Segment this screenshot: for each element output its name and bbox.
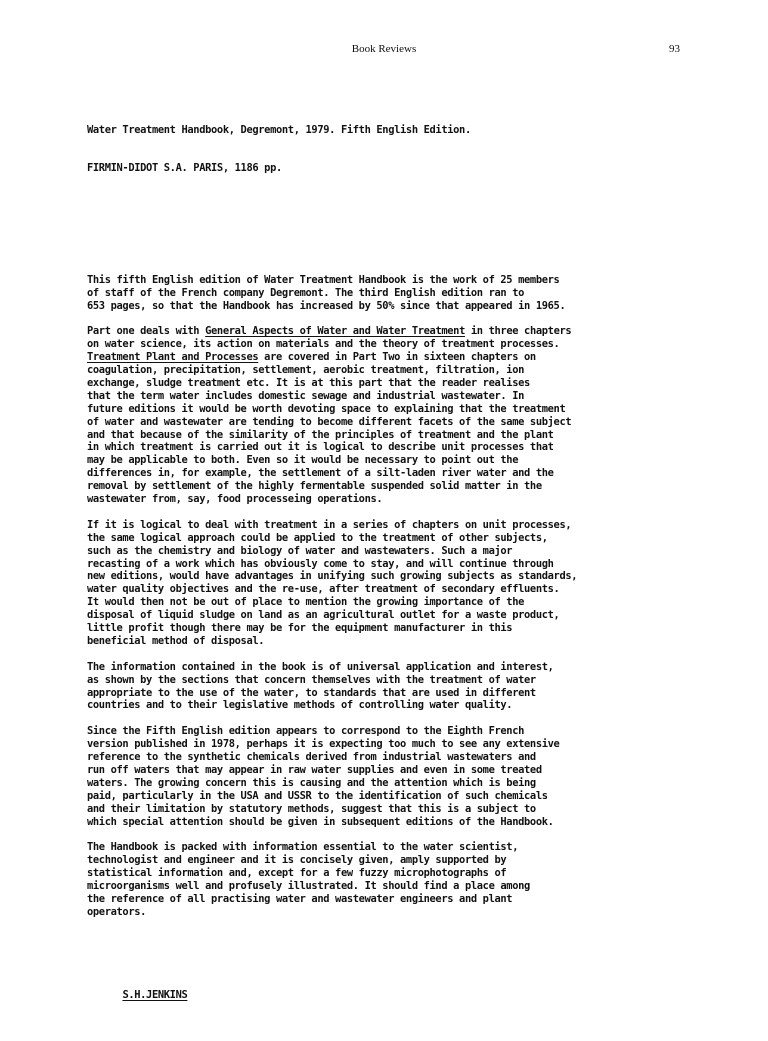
text-line: This fifth English edition of Water Treatment Handbook is the work of 25 members	[87, 273, 560, 286]
reviewer-name: S.H.JENKINS	[122, 989, 188, 1002]
text-line: The information contained in the book is of universal application and interest,	[87, 660, 554, 673]
text-line: future editions it would be worth devoting space to explaining that the treatment	[87, 402, 566, 415]
review-paragraph	[87, 661, 662, 713]
text-line: the same logical approach could be applied to the treatment of other subjects,	[87, 531, 548, 544]
text-line: statistical information and, except for a few fuzzy microphotographs of	[87, 867, 507, 880]
text-line: on water science, its action on materials and the theory of treatment processes.	[87, 338, 560, 351]
text-line: appropriate to the use of the water, to standards that are used in different	[87, 686, 536, 699]
text-line: and that because of the similarity of the principles of treatment and the plant	[87, 428, 554, 441]
text-line: 653 pages, so that the Handbook has increased by 50% since that appeared in 1965.	[87, 299, 566, 312]
text-line: little profit though there may be for the equipment manufacturer in this	[87, 622, 513, 635]
citation-line: FIRMIN-DIDOT S.A. PARIS, 1186 pp.	[87, 162, 282, 175]
text-line: water quality objectives and the re-use, after treatment of secondary effluents.	[87, 583, 560, 596]
text-line: disposal of liquid sludge on land as an agricultural outlet for a waste product,	[87, 609, 560, 622]
review-paragraph	[87, 325, 662, 505]
text-line: waters. The growing concern this is causing and the attention which is being	[87, 776, 536, 789]
review-paragraph	[87, 725, 662, 828]
text-line: If it is logical to deal with treatment in a series of chapters on unit processes,	[87, 518, 572, 531]
citation-line: Water Treatment Handbook, Degremont, 1979. Fifth English Edition.	[87, 123, 471, 136]
text-line: and their limitation by statutory methods, suggest that this is a subject to	[87, 802, 536, 815]
text-line: beneficial method of disposal.	[87, 634, 265, 647]
text-line: differences in, for example, the settlement of a silt-laden river water and the	[87, 467, 554, 480]
book-citation	[87, 98, 662, 201]
text-line: as shown by the sections that concern themselves with the treatment of water	[87, 673, 536, 686]
text-line: new editions, would have advantages in unifying such growing subjects as standards,	[87, 570, 578, 583]
text-line: in which treatment is carried out it is logical to describe unit processes that	[87, 441, 554, 454]
review-paragraphs	[87, 274, 662, 919]
text-line: version published in 1978, perhaps it is expecting too much to see any extensive	[87, 738, 560, 751]
review-paragraph	[87, 519, 662, 648]
text-line: operators.	[87, 905, 147, 918]
text-line: technologist and engineer and it is concisely given, amply supported by	[87, 854, 507, 867]
reviewer-signature	[87, 977, 662, 1016]
text-line: Part one deals with General Aspects of Water and Water Treatment in three chapters	[87, 325, 572, 338]
text-line: countries and to their legislative methods of controlling water quality.	[87, 699, 513, 712]
text-line: which special attention should be given in subsequent editions of the Handbook.	[87, 815, 554, 828]
text-line: may be applicable to both. Even so it would be necessary to point out the	[87, 454, 519, 467]
page-number: 93	[669, 43, 680, 55]
text-line: recasting of a work which has obviously come to stay, and will continue through	[87, 557, 554, 570]
text-line: Since the Fifth English edition appears to correspond to the Eighth French	[87, 725, 525, 738]
text-line: The Handbook is packed with information essential to the water scientist,	[87, 841, 519, 854]
text-line: It would then not be out of place to mention the growing importance of the	[87, 596, 525, 609]
text-line: that the term water includes domestic sewage and industrial wastewater. In	[87, 389, 525, 402]
review-body	[87, 72, 662, 1041]
review-paragraph	[87, 841, 662, 918]
text-line: of staff of the French company Degremont. The third English edition ran to	[87, 286, 525, 299]
text-line: wastewater from, say, food processeing operations.	[87, 493, 383, 505]
text-line: the reference of all practising water and wastewater engineers and plant	[87, 893, 513, 906]
running-title: Book Reviews	[351, 43, 417, 55]
text-line: microorganisms well and profusely illustrated. It should find a place among	[87, 880, 530, 893]
underlined-heading-reference: Treatment Plant and Processes	[87, 351, 259, 364]
underlined-heading-reference: General Aspects of Water and Water Treatment	[205, 325, 465, 338]
text-line: paid, particularly in the USA and USSR to the identification of such chemicals	[87, 789, 548, 802]
text-line: exchange, sludge treatment etc. It is at this part that the reader realises	[87, 376, 530, 389]
review-paragraph	[87, 274, 662, 313]
text-line: coagulation, precipitation, settlement, aerobic treatment, filtration, ion	[87, 364, 525, 377]
text-line: of water and wastewater are tending to become different facets of the same subject	[87, 415, 572, 428]
running-head	[0, 43, 768, 57]
text-line: Treatment Plant and Processes are covered in Part Two in sixteen chapters on	[87, 351, 536, 364]
text-line: reference to the synthetic chemicals derived from industrial wastewaters and	[87, 751, 536, 764]
text-line: removal by settlement of the highly fermentable suspended solid matter in the	[87, 480, 542, 493]
text-line: such as the chemistry and biology of water and wastewaters. Such a major	[87, 544, 513, 557]
text-line: run off waters that may appear in raw water supplies and even in some treated	[87, 764, 542, 777]
